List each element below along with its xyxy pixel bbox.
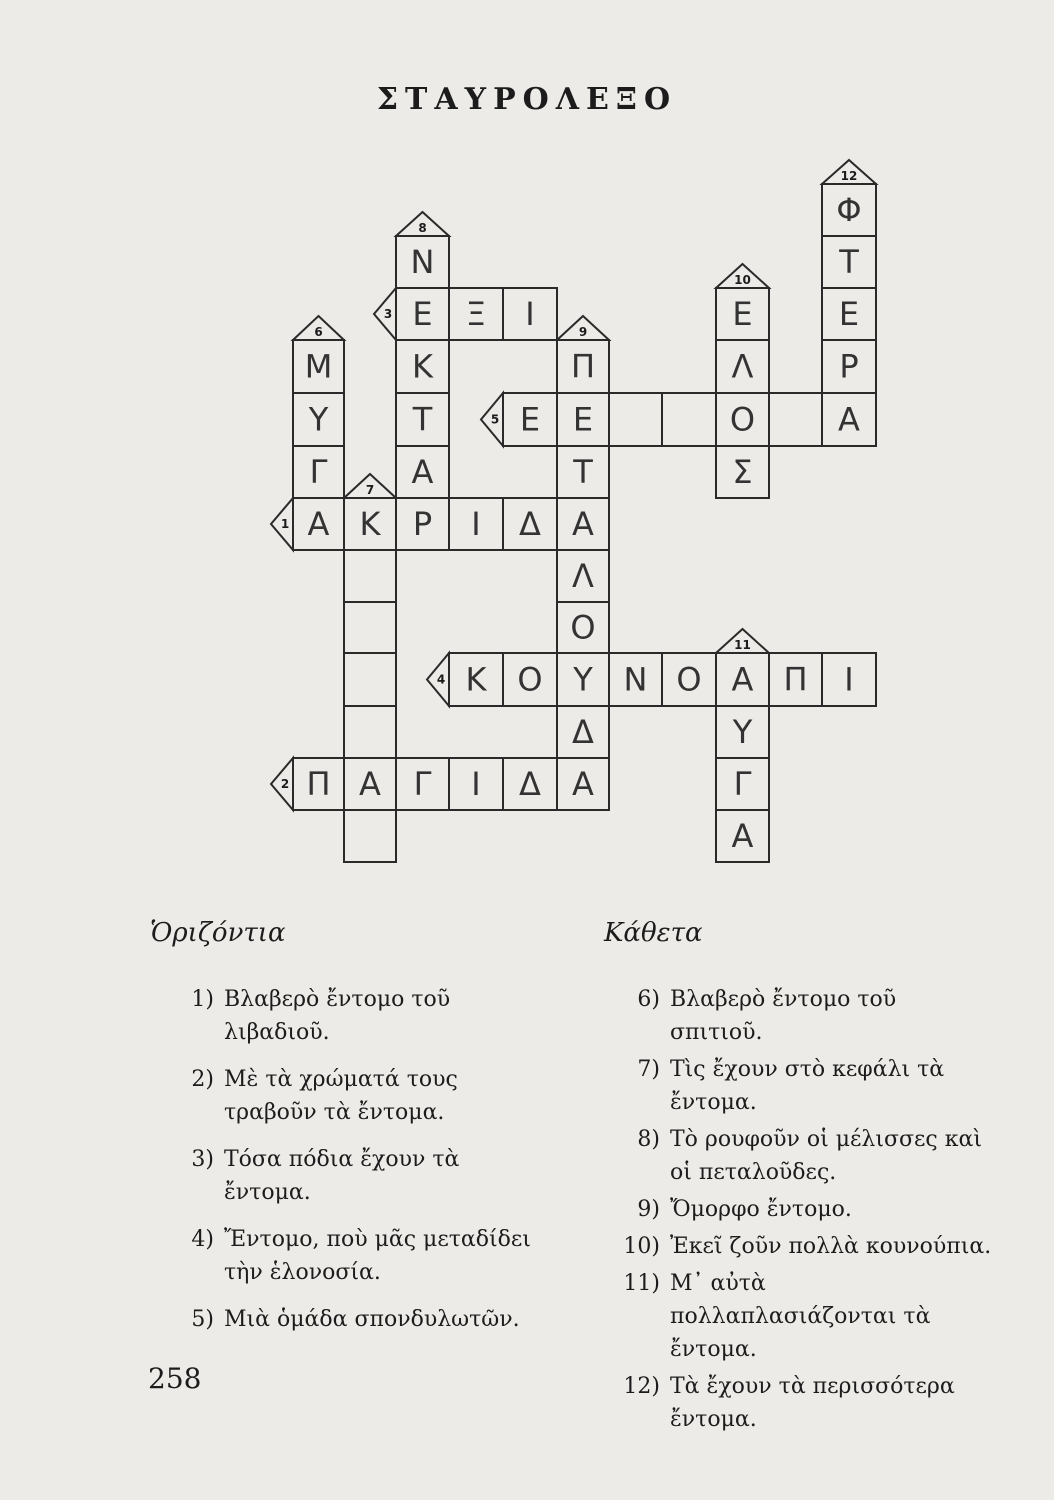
clue-down-8 — [604, 1123, 994, 1189]
grid-letter: Υ — [573, 660, 593, 699]
grid-letter: Δ — [572, 713, 594, 751]
clue-text: Τόσα πόδια ἔχουν τὰ ἔντομα. — [224, 1147, 460, 1205]
grid-cell — [344, 550, 396, 602]
clue-down-9 — [604, 1193, 994, 1226]
grid-letter: Α — [411, 453, 434, 491]
clue-text: Τὶς ἔχουν στὸ κεφάλι τὰ ἔντομα. — [670, 1057, 945, 1115]
clue-number: 1) — [191, 987, 214, 1012]
grid-number: 8 — [418, 221, 427, 235]
clue-number: 11) — [623, 1271, 660, 1296]
grid-number: 3 — [383, 307, 393, 321]
grid-letter: Π — [783, 660, 808, 699]
grid-letter: Α — [838, 400, 860, 439]
clue-text: Ἐκεῖ ζοῦν πολλὰ κουνούπια. — [670, 1234, 992, 1259]
grid-letter: Ε — [838, 295, 860, 333]
grid-letter: Π — [570, 347, 596, 386]
grid-letter: Γ — [309, 453, 328, 491]
grid-letter: Ε — [732, 295, 753, 333]
down-clue-list — [604, 983, 994, 1440]
clue-text: Τὸ ρουφοῦν οἱ μέλισσες καὶ οἱ πεταλοῦδες. — [670, 1127, 982, 1185]
grid-letter: Λ — [572, 557, 594, 595]
grid-letter: Υ — [732, 713, 753, 751]
clue-across-5 — [158, 1303, 536, 1336]
grid-letter: Τ — [573, 453, 593, 491]
grid-letter: Α — [359, 765, 381, 803]
grid-cell — [662, 393, 716, 446]
clue-number: 2) — [191, 1067, 214, 1092]
grid-number: 6 — [314, 325, 323, 339]
grid-letter: Ο — [570, 608, 596, 647]
grid-letter: Κ — [412, 347, 433, 386]
across-clue-list — [158, 983, 536, 1350]
page-number: 258 — [148, 1362, 202, 1395]
grid-letter: Α — [572, 505, 594, 543]
grid-letter: Γ — [413, 765, 432, 803]
clue-text: Βλαβερὸ ἔντομο τοῦ σπιτιοῦ. — [670, 987, 897, 1045]
grid-number: 11 — [734, 638, 751, 652]
grid-letter: Α — [731, 817, 754, 855]
grid-letter: Κ — [359, 505, 381, 543]
grid-cell — [769, 393, 822, 446]
grid-letter: Ρ — [412, 505, 433, 543]
grid-letter: Σ — [732, 453, 753, 491]
grid-letter: Τ — [412, 400, 433, 439]
grid-cell — [344, 602, 396, 653]
grid-letter: Δ — [519, 765, 541, 803]
clue-across-3 — [158, 1143, 536, 1209]
grid-letter: Ε — [412, 295, 433, 333]
grid-letter: Ε — [519, 400, 541, 439]
clue-down-7 — [604, 1053, 994, 1119]
grid-letter: Κ — [465, 660, 487, 699]
grid-number: 5 — [490, 412, 500, 427]
grid-letter: Τ — [839, 243, 859, 281]
clue-number: 12) — [623, 1374, 660, 1399]
clue-down-11 — [604, 1267, 994, 1366]
clue-down-6 — [604, 983, 994, 1049]
grid-number: 7 — [365, 483, 375, 497]
grid-cell — [344, 653, 396, 706]
grid-letter: Ν — [623, 660, 648, 699]
clue-text: Μὲ τὰ χρώματά τους τραβοῦν τὰ ἔντομα. — [224, 1067, 458, 1125]
grid-letter: Φ — [836, 191, 862, 229]
grid-letter: Δ — [519, 505, 541, 543]
clue-text: Ὄμορφο ἔντομο. — [670, 1197, 852, 1222]
across-heading: Ὁριζόντια — [150, 918, 286, 948]
grid-letter: Α — [572, 765, 594, 803]
grid-letter: Π — [306, 765, 331, 803]
grid-letter: Υ — [308, 400, 329, 439]
grid-letter: Ι — [471, 765, 481, 803]
grid-letter: Γ — [733, 765, 752, 803]
grid-letter: Ε — [572, 400, 594, 439]
grid-number: 4 — [436, 672, 446, 687]
clue-number: 10) — [623, 1234, 660, 1259]
clue-text: Ἔντομο, ποὺ μᾶς μεταδίδει τὴν ἑλονοσία. — [224, 1227, 531, 1285]
grid-number: 9 — [578, 325, 588, 339]
grid-number: 10 — [734, 273, 751, 287]
clue-text: Μιὰ ὁμάδα σπονδυλωτῶν. — [224, 1307, 520, 1332]
grid-cell — [344, 706, 396, 758]
clue-text: Τὰ ἔχουν τὰ περισσότερα ἔντομα. — [670, 1374, 955, 1432]
grid-letter: Μ — [304, 347, 333, 386]
grid-cell — [609, 393, 662, 446]
grid-letter: Ο — [676, 660, 702, 699]
grid-letter: Ν — [410, 243, 435, 281]
grid-letter: Ι — [471, 505, 481, 543]
grid-number: 2 — [280, 777, 290, 791]
clue-number: 5) — [191, 1307, 214, 1332]
grid-letter: Ο — [517, 660, 543, 699]
grid-letter: Α — [731, 660, 754, 699]
clue-text: Μ᾽ αὐτὰ πολλαπλασιάζονται τὰ ἔντομα. — [670, 1271, 931, 1362]
grid-number: 12 — [840, 169, 858, 183]
clue-down-12 — [604, 1370, 994, 1436]
clue-across-4 — [158, 1223, 536, 1289]
grid-letter: Ρ — [839, 347, 859, 386]
grid-letter: Α — [307, 505, 330, 543]
clue-down-10 — [604, 1230, 994, 1263]
grid-letter: Ι — [844, 660, 854, 699]
clue-number: 4) — [191, 1227, 214, 1252]
clue-text: Βλαβερὸ ἔντομο τοῦ λιβαδιοῦ. — [224, 987, 451, 1045]
clue-number: 8) — [637, 1127, 660, 1152]
clue-across-1 — [158, 983, 536, 1049]
clue-number: 6) — [637, 987, 660, 1012]
grid-letter: Λ — [731, 347, 754, 386]
down-heading: Κάθετα — [604, 918, 703, 948]
grid-letter: Ξ — [465, 295, 487, 333]
clue-number: 3) — [191, 1147, 214, 1172]
grid-letter: Ο — [729, 400, 756, 439]
grid-letter: Ι — [525, 295, 535, 333]
clue-across-2 — [158, 1063, 536, 1129]
page-title: ΣΤΑΥΡΟΛΕΞΟ — [376, 82, 678, 117]
grid-number: 1 — [280, 517, 290, 531]
grid-cell — [344, 810, 396, 862]
clue-number: 9) — [637, 1197, 660, 1222]
clue-number: 7) — [637, 1057, 660, 1082]
